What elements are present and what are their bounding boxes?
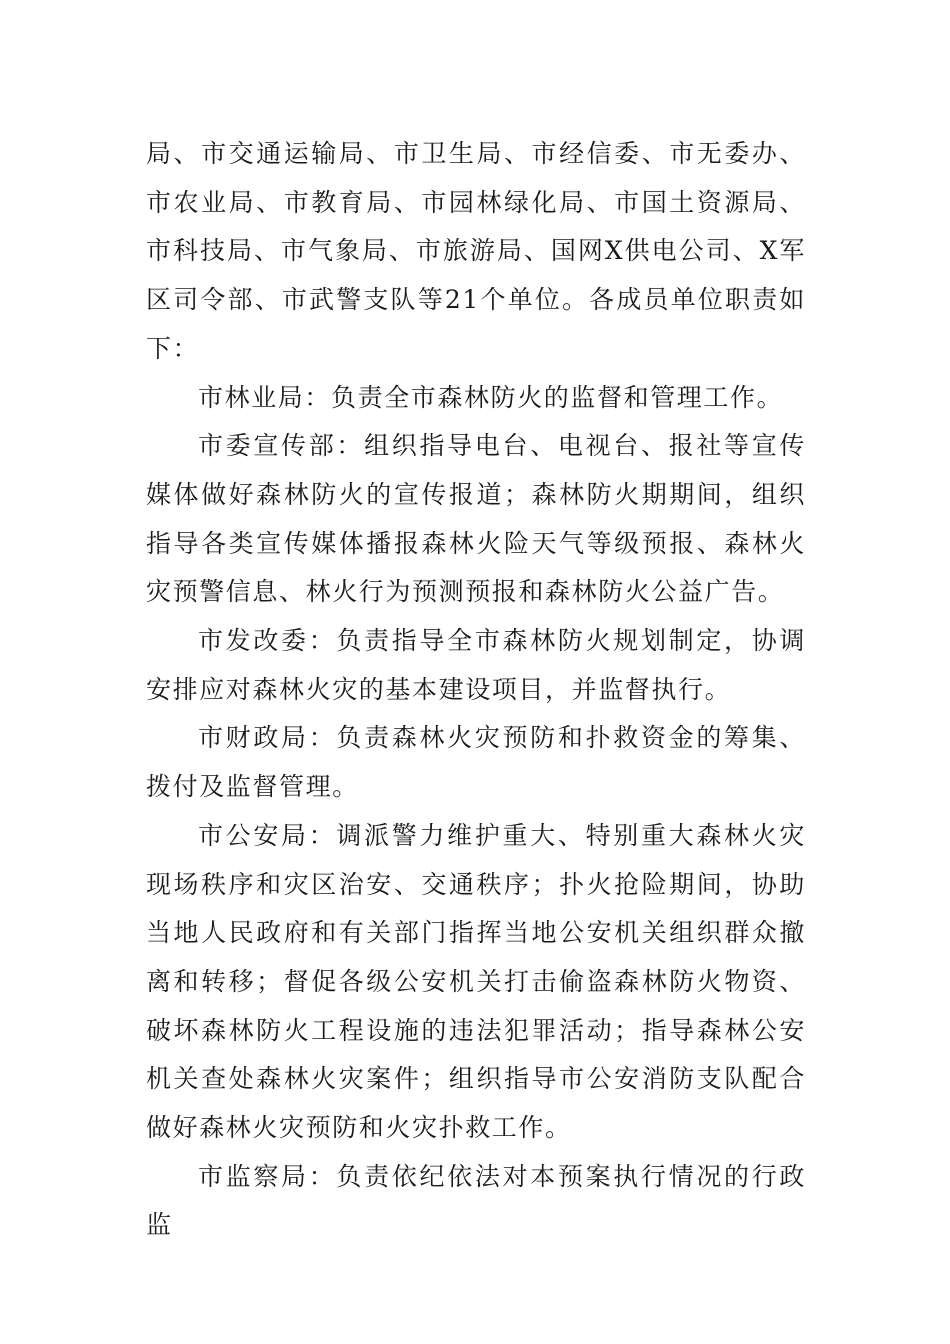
paragraph-supervision-bureau: 市监察局：负责依纪依法对本预案执行情况的行政监 [146,1161,806,1240]
document-body [146,130,806,1250]
paragraph-publicity-department: 市委宣传部：组织指导电台、电视台、报社等宣传媒体做好森林防火的宣传报道；森林防火期期间，组织指导各类宣传媒体播报森林火险天气等级预报、森林火灾预警信息、林火行为预测预报和森林防火公益广告。 [146,431,806,607]
paragraph-public-security-bureau: 市公安局：调派警力维护重大、特别重大森林火灾现场秩序和灾区治安、交通秩序；扑火抢险期间，协助当地人民政府和有关部门指挥当地公安机关组织群众撤离和转移；督促各级公安机关打击偷盗森林防火物资、破坏森林防火工程设施的违法犯罪活动；指导森林公安机关查处森林火灾案件；组织指导市公安消防支队配合做好森林火灾预防和火灾扑救工作。 [146,820,806,1143]
paragraph-finance-bureau: 市财政局：负责森林火灾预防和扑救资金的筹集、拨付及监督管理。 [146,723,806,802]
paragraph-forestry-bureau: 市林业局：负责全市森林防火的监督和管理工作。 [198,382,784,412]
paragraph-development-reform-commission: 市发改委：负责指导全市森林防火规划制定，协调安排应对森林火灾的基本建设项目，并监督执行。 [146,626,806,704]
paragraph-continuation: 局、市交通运输局、市卫生局、市经信委、市无委办、市农业局、市教育局、市园林绿化局、市国土资源局、市科技局、市气象局、市旅游局、国网X供电公司、X军区司令部、市武警支队等21个单位。各成员单位职责如下： [146,139,806,363]
